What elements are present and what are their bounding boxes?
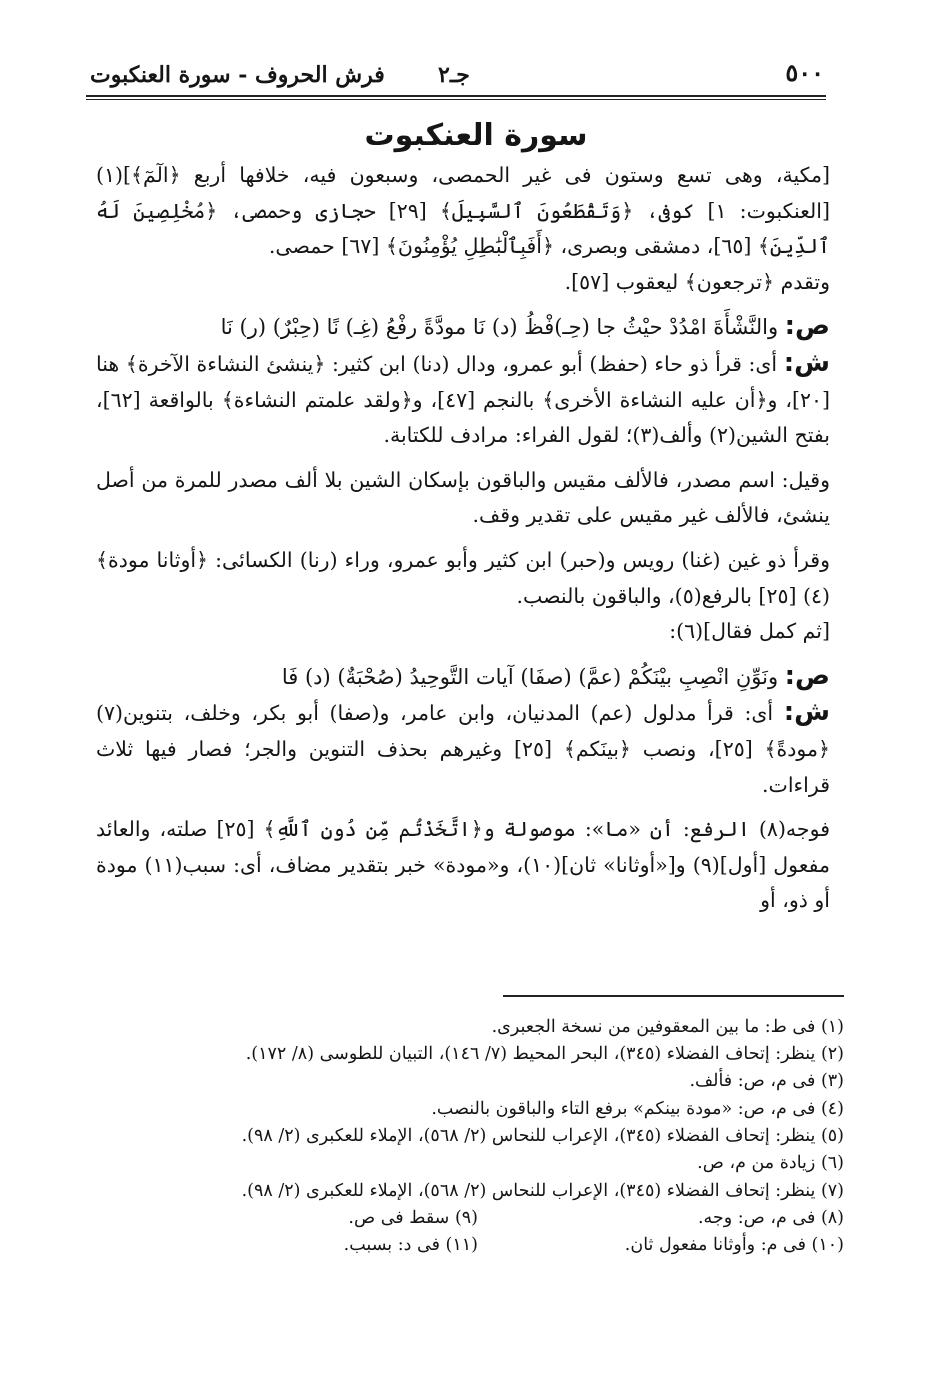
footnote: (٤) فى م، ص: «مودة بينكم» برفع التاء والباقون بالنصب. xyxy=(431,1099,844,1119)
verse-marker: ص: xyxy=(784,311,830,342)
footnote: (١) فى ط: ما بين المعقوفين من نسخة الجعبرى. xyxy=(491,1017,844,1037)
footnote: (١١) فى د: بسبب. xyxy=(343,1235,478,1255)
footnote: (٥) ينظر: إتحاف الفضلاء (٣٤٥)، الإعراب للنحاس (٢/ ٥٦٨)، الإملاء للعكبرى (٢/ ٩٨). xyxy=(241,1126,844,1146)
commentary-paragraph: فوجه(٨) الرفع: أن «ما»: موصولة و﴿اتَّخَذْتُم مِّن دُونِ ٱللَّهِ﴾ [٢٥] صلته، والعائد مفعول [أول](٩) و[«أوثانا» ثان](١٠)، و«مودة» خبر بتقدير مضاف، أى: سبب(١١) مودة أو ذو، أو xyxy=(96,817,830,913)
commentary-paragraph xyxy=(96,695,830,803)
commentary-marker: ش: xyxy=(783,347,830,378)
volume-label: جـ٢ xyxy=(438,62,470,88)
verse-text: ونَوِّنِ انْصِبِ بيْنَكُمْ (عمَّ) (صفَا) آيات التَّوحِيدُ (صُحْبَةٌ) (د) فَا xyxy=(281,664,779,689)
surah-title: سورة العنكبوت xyxy=(364,118,588,153)
footnote: (٨) فى م، ص: وجه. xyxy=(697,1208,844,1228)
verse-marker: ص: xyxy=(784,660,830,691)
header-rule xyxy=(86,95,826,97)
commentary-marker: ش: xyxy=(783,697,830,728)
commentary-paragraph: وقيل: اسم مصدر، فالألف مقيس والباقون بإسكان الشين بلا ألف مصدر للمرة من أصل ينشئ، فالألف غير مقيس على تقدير وقف. xyxy=(96,467,830,528)
main-text xyxy=(96,158,830,919)
verse-line xyxy=(96,309,830,346)
intro-note: وتقدم ﴿ترجعون﴾ ليعقوب [٥٧]. xyxy=(564,269,830,294)
commentary-text: أى: قرأ مدلول (عم) المدنيان، وابن عامر، و(صفا) أبو بكر، وخلف، بتنوين(٧) ﴿مودةً﴾ [٢٥]، ونصب ﴿بينَكم﴾ [٢٥] وغيرهم بحذف التنوين والجر؛ فصار فيها ثلاث قراءات. xyxy=(96,701,830,797)
footnote: (٧) ينظر: إتحاف الفضلاء (٣٤٥)، الإعراب للنحاس (٢/ ٥٦٨)، الإملاء للعكبرى (٢/ ٩٨). xyxy=(241,1181,844,1201)
header-rule-thin xyxy=(86,99,826,100)
running-title: فرش الحروف - سورة العنكبوت xyxy=(90,62,385,88)
commentary-paragraph: [ثم كمل فقال](٦): xyxy=(669,619,830,644)
footnote: (٦) زيادة من م، ص. xyxy=(697,1153,844,1173)
page-number: ٥٠٠ xyxy=(785,58,824,87)
commentary-text: أى: قرأ ذو حاء (حفظ) أبو عمرو، ودال (دنا) ابن كثير: ﴿ينشئ النشاءة الآخرة﴾ هنا [٢٠]، و﴿أن عليه النشاءة الأخرى﴾ بالنجم [٤٧]، و﴿ولقد علمتم النشاءة﴾ بالواقعة [٦٢]، بفتح الشين(٢) وألف(٣)؛ لقول الفراء: مرادف للكتابة. xyxy=(96,351,830,448)
verse-text: والنَّشْأَةَ امْدُدْ حيْثُ جا (حِـ)فْظُ (د) نَا مودَّةً رفْعُ (غِـ) نًا (حِبْرٌ) (ر) نَا xyxy=(220,315,779,340)
intro-paragraph: [مكية، وهى تسع وستون فى غير الحمصى، وسبعون فيه، خلافها أربع ﴿الٓمٓ﴾](١) [العنكبوت: ١] كوفى، ﴿وَتَقْطَعُونَ ٱلسَّبِيلَ﴾ [٢٩] حجازى وحمصى، ﴿مُخْلِصِينَ لَهُ ٱلدِّينَ﴾ [٦٥]، دمشقى وبصرى، ﴿أَفَبِٱلْبَٰطِلِ يُؤْمِنُونَ﴾ [٦٧] حمصى. xyxy=(96,163,830,259)
footnote: (١٠) فى م: وأوثانا مفعول ثان. xyxy=(624,1235,844,1255)
footnote: (٣) فى م، ص: فألف. xyxy=(689,1071,844,1091)
page-header xyxy=(86,58,826,98)
footnote: (٢) ينظر: إتحاف الفضلاء (٣٤٥)، البحر المحيط (٧/ ١٤٦)، التبيان للطوسى (٨/ ١٧٢). xyxy=(245,1044,844,1064)
footnote: (٩) سقط فى ص. xyxy=(348,1208,478,1228)
commentary-paragraph: وقرأ ذو غين (غنا) رويس و(حبر) ابن كثير وأبو عمرو، وراء (رنا) الكسائى: ﴿أوثانا مودة﴾(٤) [٢٥] بالرفع(٥)، والباقون بالنصب. xyxy=(96,547,830,608)
commentary-paragraph xyxy=(96,346,830,454)
verse-line xyxy=(96,659,830,696)
footnote-rule xyxy=(503,995,844,997)
